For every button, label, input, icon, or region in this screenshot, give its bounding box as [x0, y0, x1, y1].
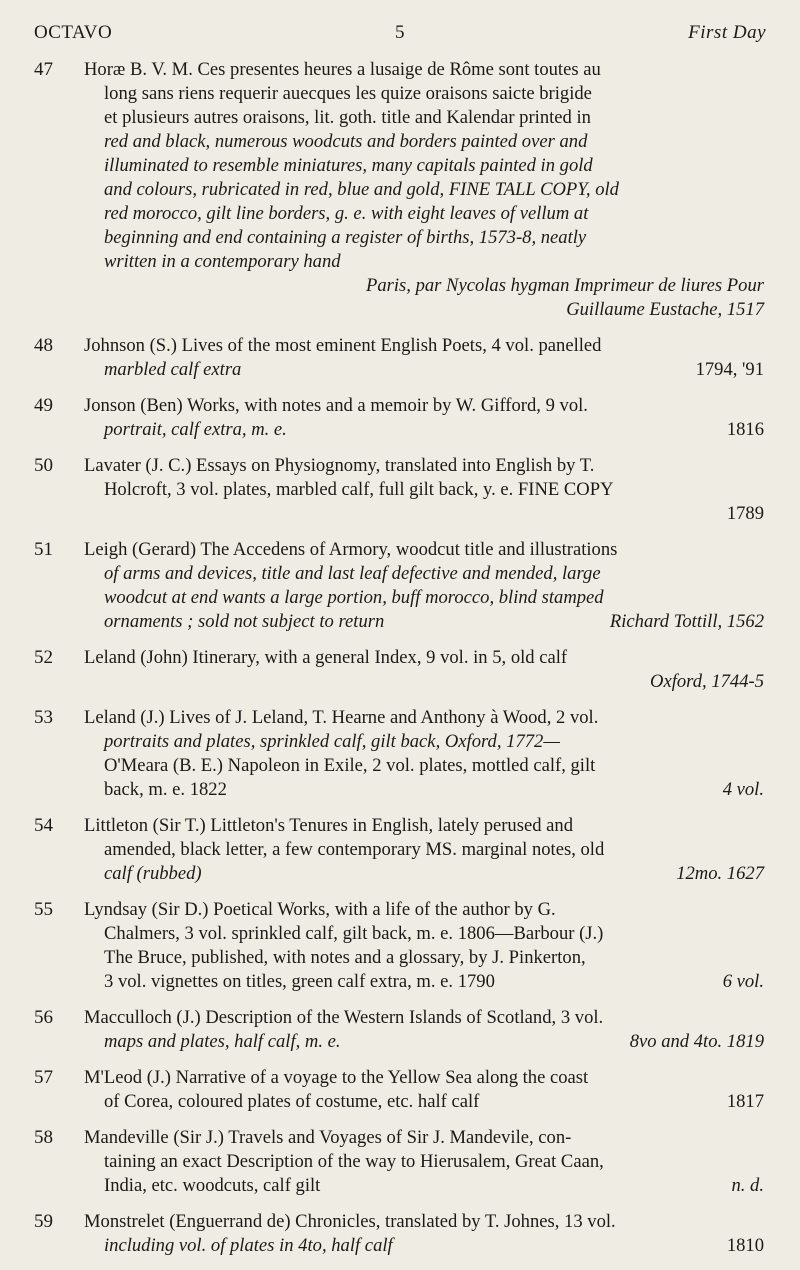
- description-line: Leigh (Gerard) The Accedens of Armory, woodcut title and illustrations: [84, 539, 618, 560]
- lot-description: [84, 454, 764, 526]
- description-tail: [84, 1030, 764, 1054]
- description-line: beginning and end containing a register of births, 1573-8, neatly: [104, 227, 587, 248]
- lot-entry: [34, 646, 764, 694]
- binding-note: maps and plates, half calf, m. e.: [104, 1031, 341, 1052]
- description-line: Monstrelet (Enguerrand de) Chronicles, translated by T. Johnes, 13 vol.: [84, 1211, 616, 1232]
- lot-description: [84, 538, 764, 634]
- description-line: Leland (J.) Lives of J. Leland, T. Hearne and Anthony à Wood, 2 vol.: [84, 707, 599, 728]
- description-line: illuminated to resemble miniatures, many capitals painted in gold: [104, 155, 593, 176]
- lot-description: [84, 1210, 764, 1258]
- description-line: Lavater (J. C.) Essays on Physiognomy, translated into English by T.: [84, 455, 595, 476]
- lot-number: 57: [34, 1067, 53, 1088]
- lot-description: [84, 334, 764, 382]
- description-line: Jonson (Ben) Works, with notes and a memoir by W. Gifford, 9 vol.: [84, 395, 588, 416]
- lot-number: 48: [34, 335, 53, 356]
- lot-description: [84, 1066, 764, 1114]
- binding-note: back, m. e. 1822: [104, 779, 227, 800]
- description-line: woodcut at end wants a large portion, buff morocco, blind stamped: [104, 587, 604, 608]
- binding-note: calf (rubbed): [104, 863, 202, 884]
- description-line: Lyndsay (Sir D.) Poetical Works, with a life of the author by G.: [84, 899, 556, 920]
- description-tail: [84, 778, 764, 802]
- description-line: Mandeville (Sir J.) Travels and Voyages of Sir J. Mandevile, con-: [84, 1127, 572, 1148]
- binding-note: India, etc. woodcuts, calf gilt: [104, 1175, 321, 1196]
- description-line: Macculloch (J.) Description of the Western Islands of Scotland, 3 vol.: [84, 1007, 604, 1028]
- description-line: red morocco, gilt line borders, g. e. with eight leaves of vellum at: [104, 203, 589, 224]
- binding-note: of Corea, coloured plates of costume, etc. half calf: [104, 1091, 480, 1112]
- description-line: red and black, numerous woodcuts and borders painted over and: [104, 131, 588, 152]
- lot-number: 52: [34, 647, 53, 668]
- lot-number: 51: [34, 539, 53, 560]
- description-tail: [84, 610, 764, 634]
- description-line: O'Meara (B. E.) Napoleon in Exile, 2 vol. plates, mottled calf, gilt: [104, 755, 596, 776]
- description-tail: [84, 358, 764, 382]
- lot-description: [84, 646, 764, 694]
- lot-entry: [34, 1066, 764, 1114]
- lot-date: 1794, '91: [695, 359, 764, 380]
- lot-entry: [34, 538, 764, 634]
- description-line: taining an exact Description of the way to Hierusalem, Great Caan,: [104, 1151, 604, 1172]
- lot-list: [34, 58, 764, 1270]
- lot-number: 55: [34, 899, 53, 920]
- lot-number: 47: [34, 59, 53, 80]
- description-line: portraits and plates, sprinkled calf, gilt back, Oxford, 1772—: [104, 731, 560, 752]
- volume-count: 4 vol.: [722, 779, 764, 800]
- description-tail: [84, 970, 764, 994]
- description-line: Chalmers, 3 vol. sprinkled calf, gilt back, m. e. 1806—Barbour (J.): [104, 923, 604, 944]
- lot-entry: [34, 898, 764, 994]
- imprint: Guillaume Eustache, 1517: [566, 299, 764, 320]
- format-and-date: 8vo and 4to. 1819: [629, 1031, 764, 1052]
- lot-number: 50: [34, 455, 53, 476]
- sale-day-heading: First Day: [688, 22, 766, 43]
- running-head: [34, 22, 766, 48]
- lot-date: 1817: [726, 1091, 764, 1112]
- description-tail: [84, 1234, 764, 1258]
- description-line: written in a contemporary hand: [104, 251, 341, 272]
- description-line: and colours, rubricated in red, blue and gold, FINE TALL COPY, old: [104, 179, 619, 200]
- lot-date: 1789: [726, 503, 764, 524]
- description-tail: [84, 418, 764, 442]
- description-tail: [84, 1174, 764, 1198]
- lot-number: 49: [34, 395, 53, 416]
- lot-entry: [34, 394, 764, 442]
- format-and-date: 12mo. 1627: [676, 863, 764, 884]
- volume-count: 6 vol.: [722, 971, 764, 992]
- binding-note: including vol. of plates in 4to, half calf: [104, 1235, 393, 1256]
- lot-entry: [34, 706, 764, 802]
- format-heading: OCTAVO: [34, 22, 113, 43]
- lot-date: 1810: [726, 1235, 764, 1256]
- description-line: long sans riens requerir auecques les quize oraisons saicte brigide: [104, 83, 592, 104]
- lot-number: 59: [34, 1211, 53, 1232]
- lot-date: n. d.: [731, 1175, 764, 1196]
- description-tail: [84, 1090, 764, 1114]
- lot-number: 54: [34, 815, 53, 836]
- lot-description: [84, 706, 764, 802]
- description-line: amended, black letter, a few contemporary MS. marginal notes, old: [104, 839, 605, 860]
- lot-entry: [34, 1126, 764, 1198]
- description-tail: [84, 862, 764, 886]
- lot-number: 53: [34, 707, 53, 728]
- binding-note: marbled calf extra: [104, 359, 242, 380]
- binding-note: ornaments ; sold not subject to return: [104, 611, 385, 632]
- lot-description: [84, 1126, 764, 1198]
- lot-entry: [34, 1006, 764, 1054]
- lot-date: 1816: [726, 419, 764, 440]
- lot-number: 58: [34, 1127, 53, 1148]
- page-number: 5: [395, 22, 405, 43]
- description-line: M'Leod (J.) Narrative of a voyage to the Yellow Sea along the coast: [84, 1067, 589, 1088]
- lot-description: [84, 898, 764, 994]
- description-line: Littleton (Sir T.) Littleton's Tenures in English, lately perused and: [84, 815, 574, 836]
- imprint: Paris, par Nycolas hygman Imprimeur de liures Pour: [365, 275, 764, 296]
- description-line: Holcroft, 3 vol. plates, marbled calf, full gilt back, y. e. FINE COPY: [104, 479, 614, 500]
- lot-imprint: Oxford, 1744-5: [650, 671, 764, 692]
- binding-note: portrait, calf extra, m. e.: [104, 419, 287, 440]
- lot-entry: [34, 814, 764, 886]
- description-line: The Bruce, published, with notes and a glossary, by J. Pinkerton,: [104, 947, 586, 968]
- lot-entry: [34, 454, 764, 526]
- lot-description: [84, 814, 764, 886]
- lot-description: [84, 394, 764, 442]
- description-line: of arms and devices, title and last leaf defective and mended, large: [104, 563, 601, 584]
- lot-description: [84, 1006, 764, 1054]
- lot-entry: [34, 1210, 764, 1258]
- lot-entry: [34, 58, 764, 322]
- lot-imprint: Richard Tottill, 1562: [609, 611, 764, 632]
- lot-number: 56: [34, 1007, 53, 1028]
- description-line: Horæ B. V. M. Ces presentes heures a lusaige de Rôme sont toutes au: [84, 59, 601, 80]
- binding-note: 3 vol. vignettes on titles, green calf extra, m. e. 1790: [104, 971, 495, 992]
- description-line: et plusieurs autres oraisons, lit. goth. title and Kalendar printed in: [104, 107, 591, 128]
- lot-description: [84, 58, 764, 322]
- description-line: Leland (John) Itinerary, with a general Index, 9 vol. in 5, old calf: [84, 647, 568, 668]
- lot-entry: [34, 334, 764, 382]
- description-line: Johnson (S.) Lives of the most eminent English Poets, 4 vol. panelled: [84, 335, 602, 356]
